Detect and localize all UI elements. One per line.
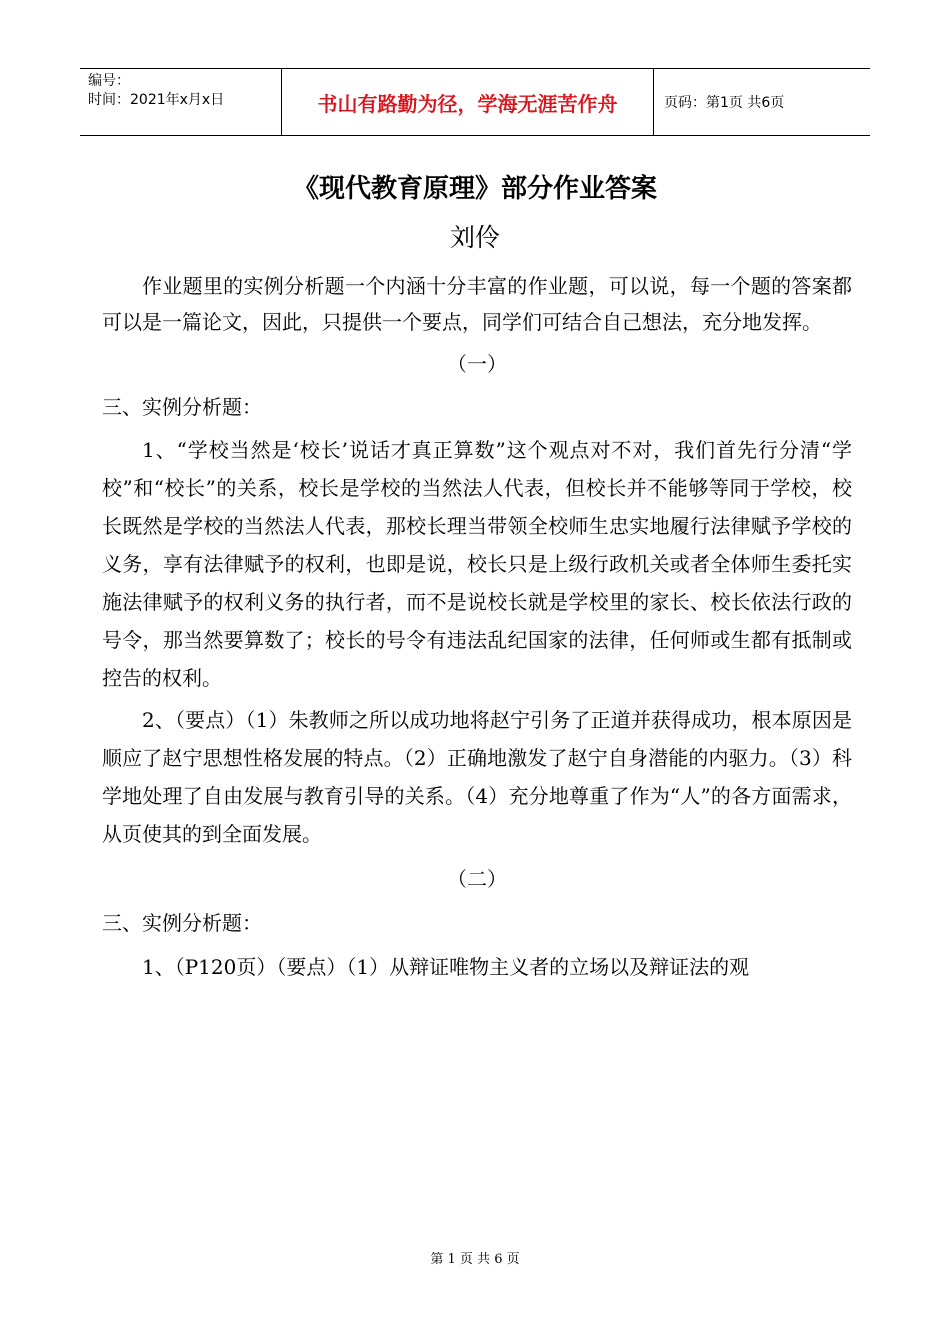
intro-paragraph: 作业题里的实例分析题一个内涵十分丰富的作业题，可以说，每一个题的答案都可以是一篇论文，因此，只提供一个要点，同学们可结合自己想法，充分地发挥。 (102, 274, 852, 335)
header-motto: 书山有路勤为径，学海无涯苦作舟 (282, 69, 654, 135)
page-footer: 第 1 页 共 6 页 (430, 1252, 520, 1267)
section-heading-1: （一） (447, 352, 507, 377)
time-label: 时间：2021年x月x日 (88, 92, 225, 108)
document-author: 刘伶 (449, 223, 500, 252)
answer-paragraph: 1、“学校当然是‘校长’说话才真正算数”这个观点对不对，我们首先行分清“学校”和“校长”的关系，校长是学校的当然法人代表，但校长并不能够等同于学校，校长既然是学校的当然法人代表，那校长理当带领全校师生忠实地履行法律赋予学校的义务，享有法律赋予的权利，也即是说，校长只是上级行政机关或者全体师生委托实施法律赋予的权利义务的执行者，而不是说校长就是学校里的家长、校长依法行政的号令，那当然要算数了；校长的号令有违法乱纪国家的法律，任何师或生都有抵制或控告的权利。 (102, 437, 852, 690)
header-table (80, 68, 870, 136)
section-heading-2: （二） (447, 866, 507, 891)
header-meta-cell (80, 69, 282, 135)
answer-paragraph: 1、（P120页）（要点）（1）从辩证唯物主义者的立场以及辩证法的观 (142, 955, 750, 980)
document-title: 《现代教育原理》部分作业答案 (292, 174, 657, 204)
number-label: 编号： (88, 73, 130, 89)
header-page-info: 页码：第1页 共6页 (664, 95, 785, 111)
document-body (102, 268, 852, 985)
answer-paragraph: 2、（要点）（1）朱教师之所以成功地将赵宁引务了正道并获得成功，根本原因是顺应了赵宁思想性格发展的特点。（2）正确地激发了赵宁自身潜能的内驱力。（3）科学地处理了自由发展与教育引导的关系。（4）充分地尊重了作为“人”的各方面需求，从页使其的到全面发展。 (102, 707, 852, 846)
subsection-heading: 三、实例分析题： (102, 394, 262, 419)
subsection-heading: 三、实例分析题： (102, 911, 262, 936)
